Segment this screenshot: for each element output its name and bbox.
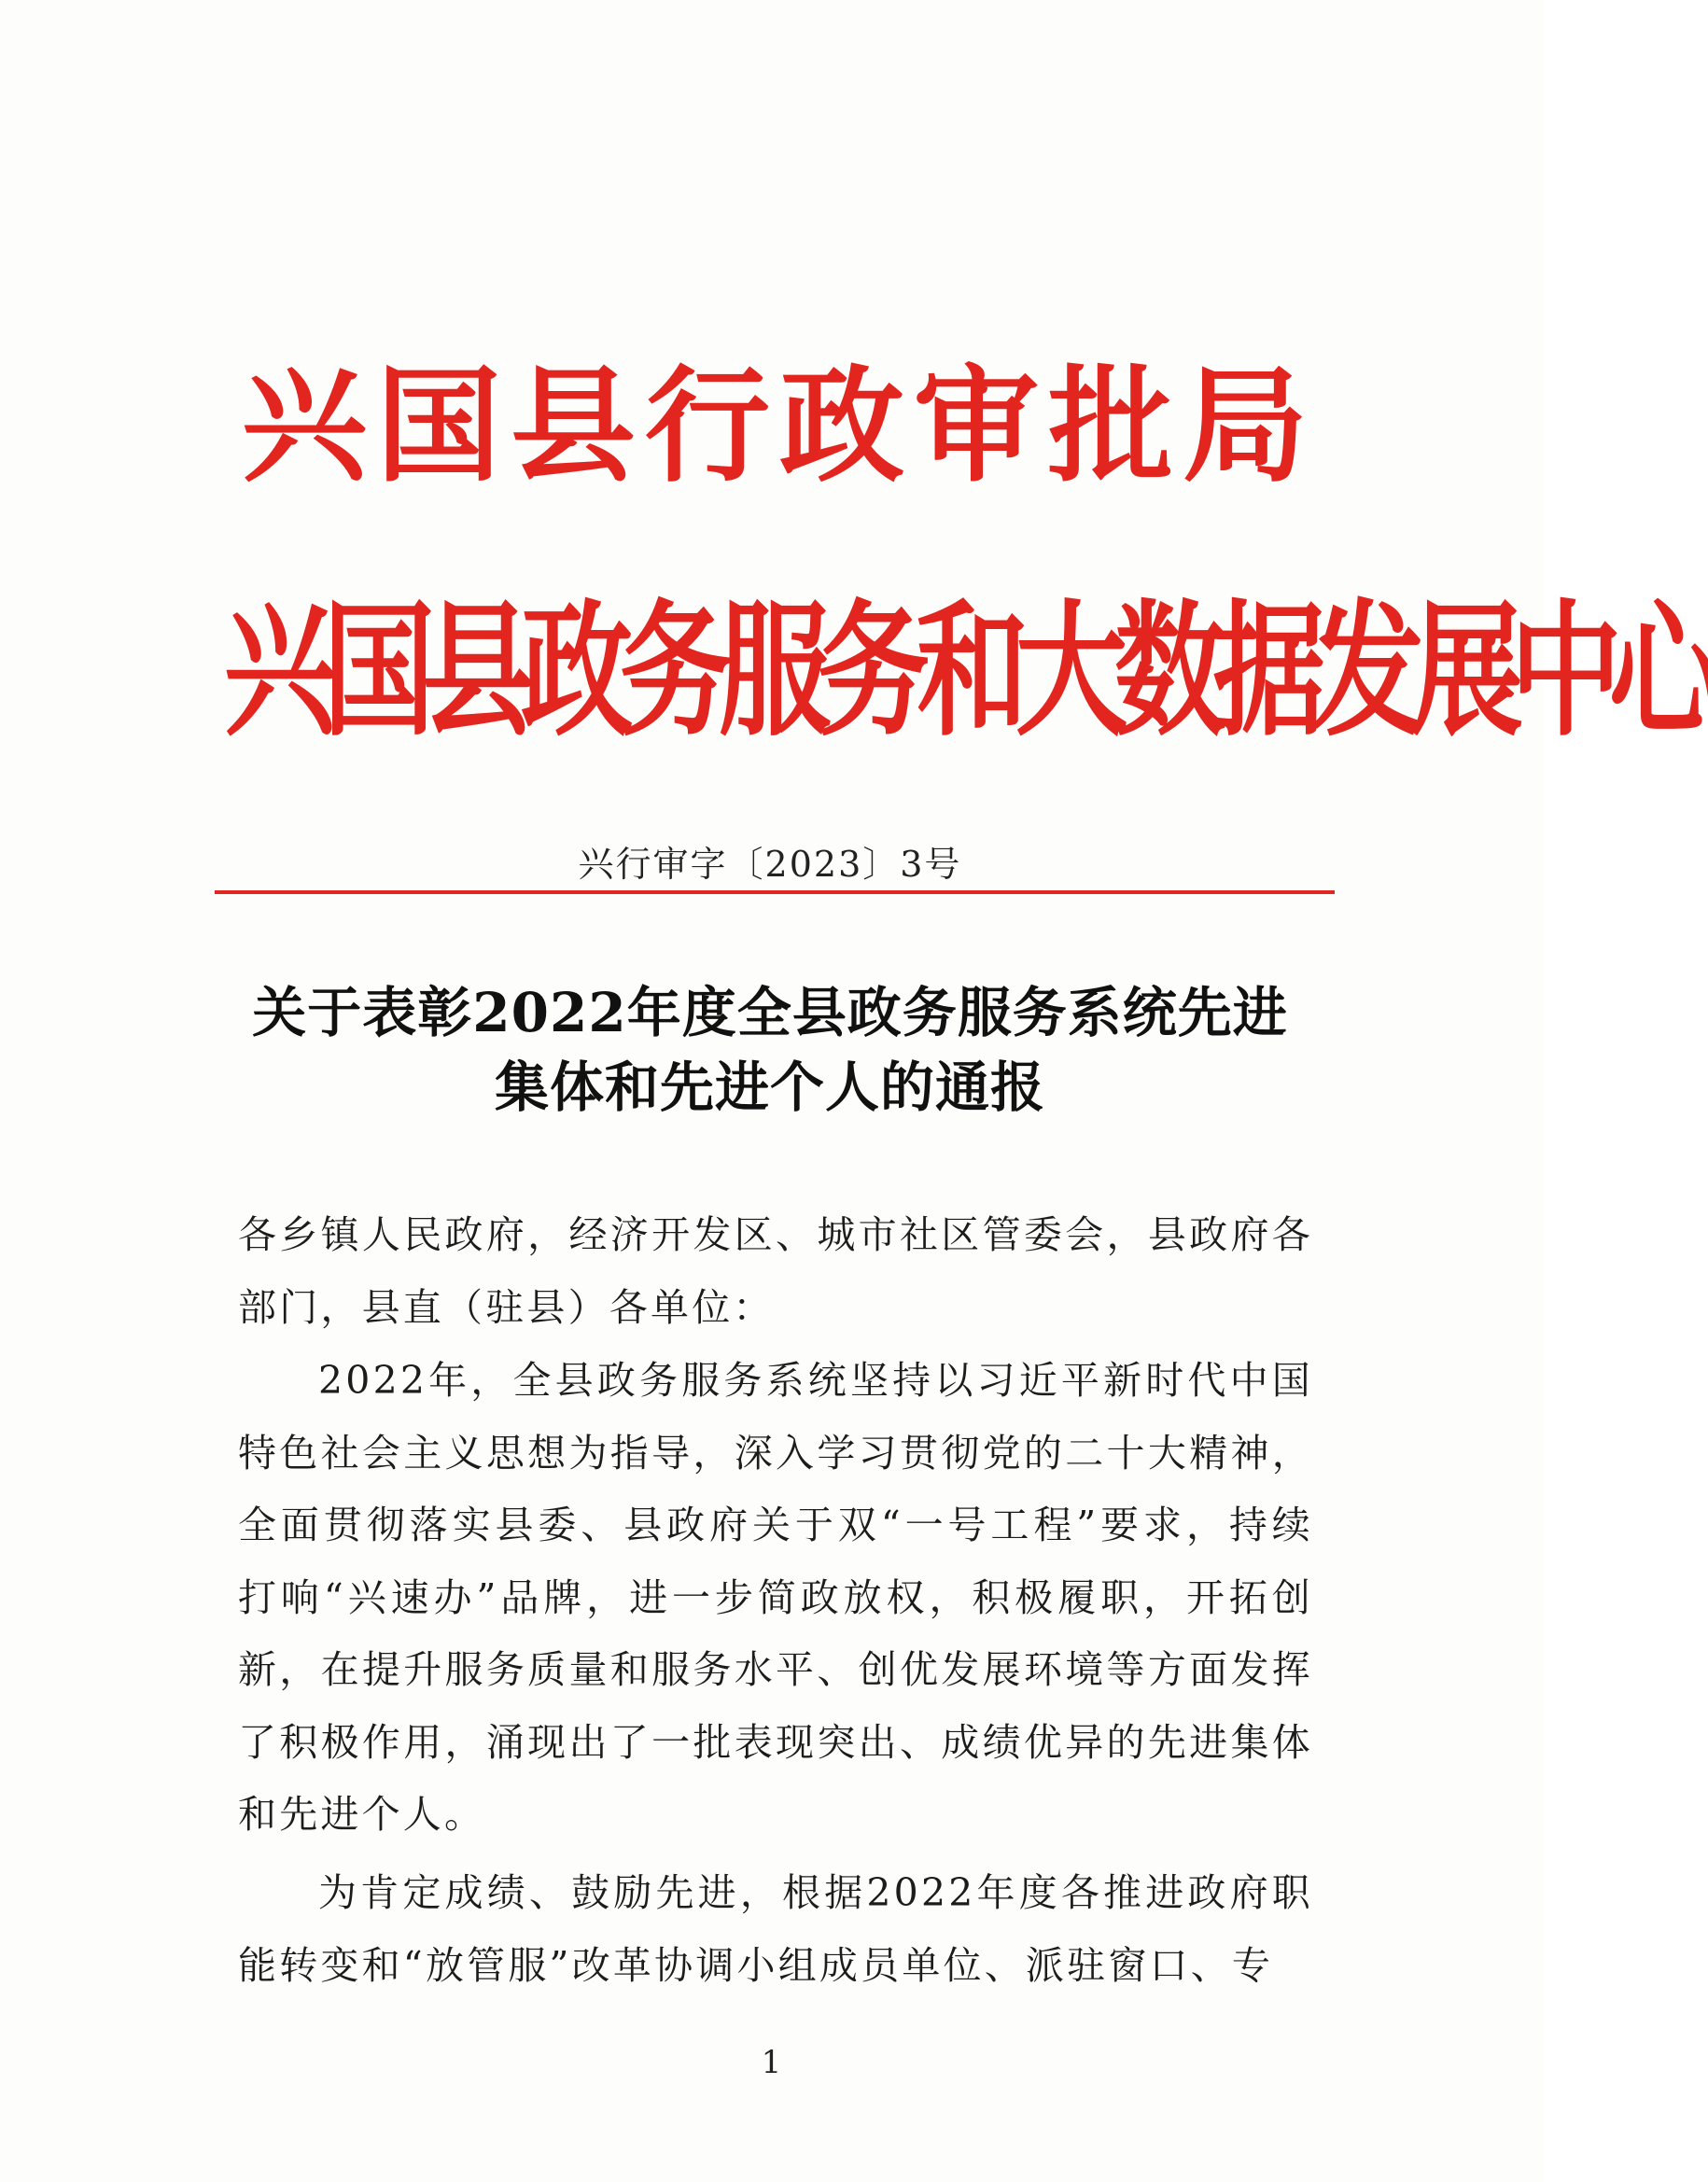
salutation-block (238, 1199, 1313, 1344)
notice-title-line1: 关于表彰2022年度全县政务服务系统先进 (252, 981, 1288, 1044)
body-paragraph-1-block (238, 1345, 1313, 1852)
agency-name-primary: 兴国县行政审批局 (241, 354, 1317, 499)
document-number: 兴行审字〔2023〕3号 (578, 844, 962, 885)
notice-title-line2: 集体和先进个人的通报 (494, 1056, 1045, 1119)
body-paragraph-2-block (238, 1857, 1313, 2002)
salutation: 各乡镇人民政府，经济开发区、城市社区管委会，县政府各部门，县直（驻县）各单位： (238, 1212, 1313, 1330)
page-number: 1 (761, 2044, 782, 2081)
body-paragraph-2: 为肯定成绩、鼓励先进，根据2022年度各推进政府职能转变和“放管服”改革协调小组成员单位、派驻窗口、专 (238, 1870, 1313, 1988)
header-divider (215, 890, 1335, 894)
agency-name-secondary: 兴国县政务服务和大数据发展中心 (224, 588, 1708, 757)
body-paragraph-1: 2022年，全县政务服务系统坚持以习近平新时代中国特色社会主义思想为指导，深入学习贯彻党的二十大精神，全面贯彻落实县委、县政府关于双“一号工程”要求，持续打响“兴速办”品牌，进一步简政放权，积极履职，开拓创新，在提升服务质量和服务水平、创优发展环境等方面发挥了积极作用，涌现出了一批表现突出、成绩优异的先进集体和先进个人。 (238, 1358, 1313, 1837)
